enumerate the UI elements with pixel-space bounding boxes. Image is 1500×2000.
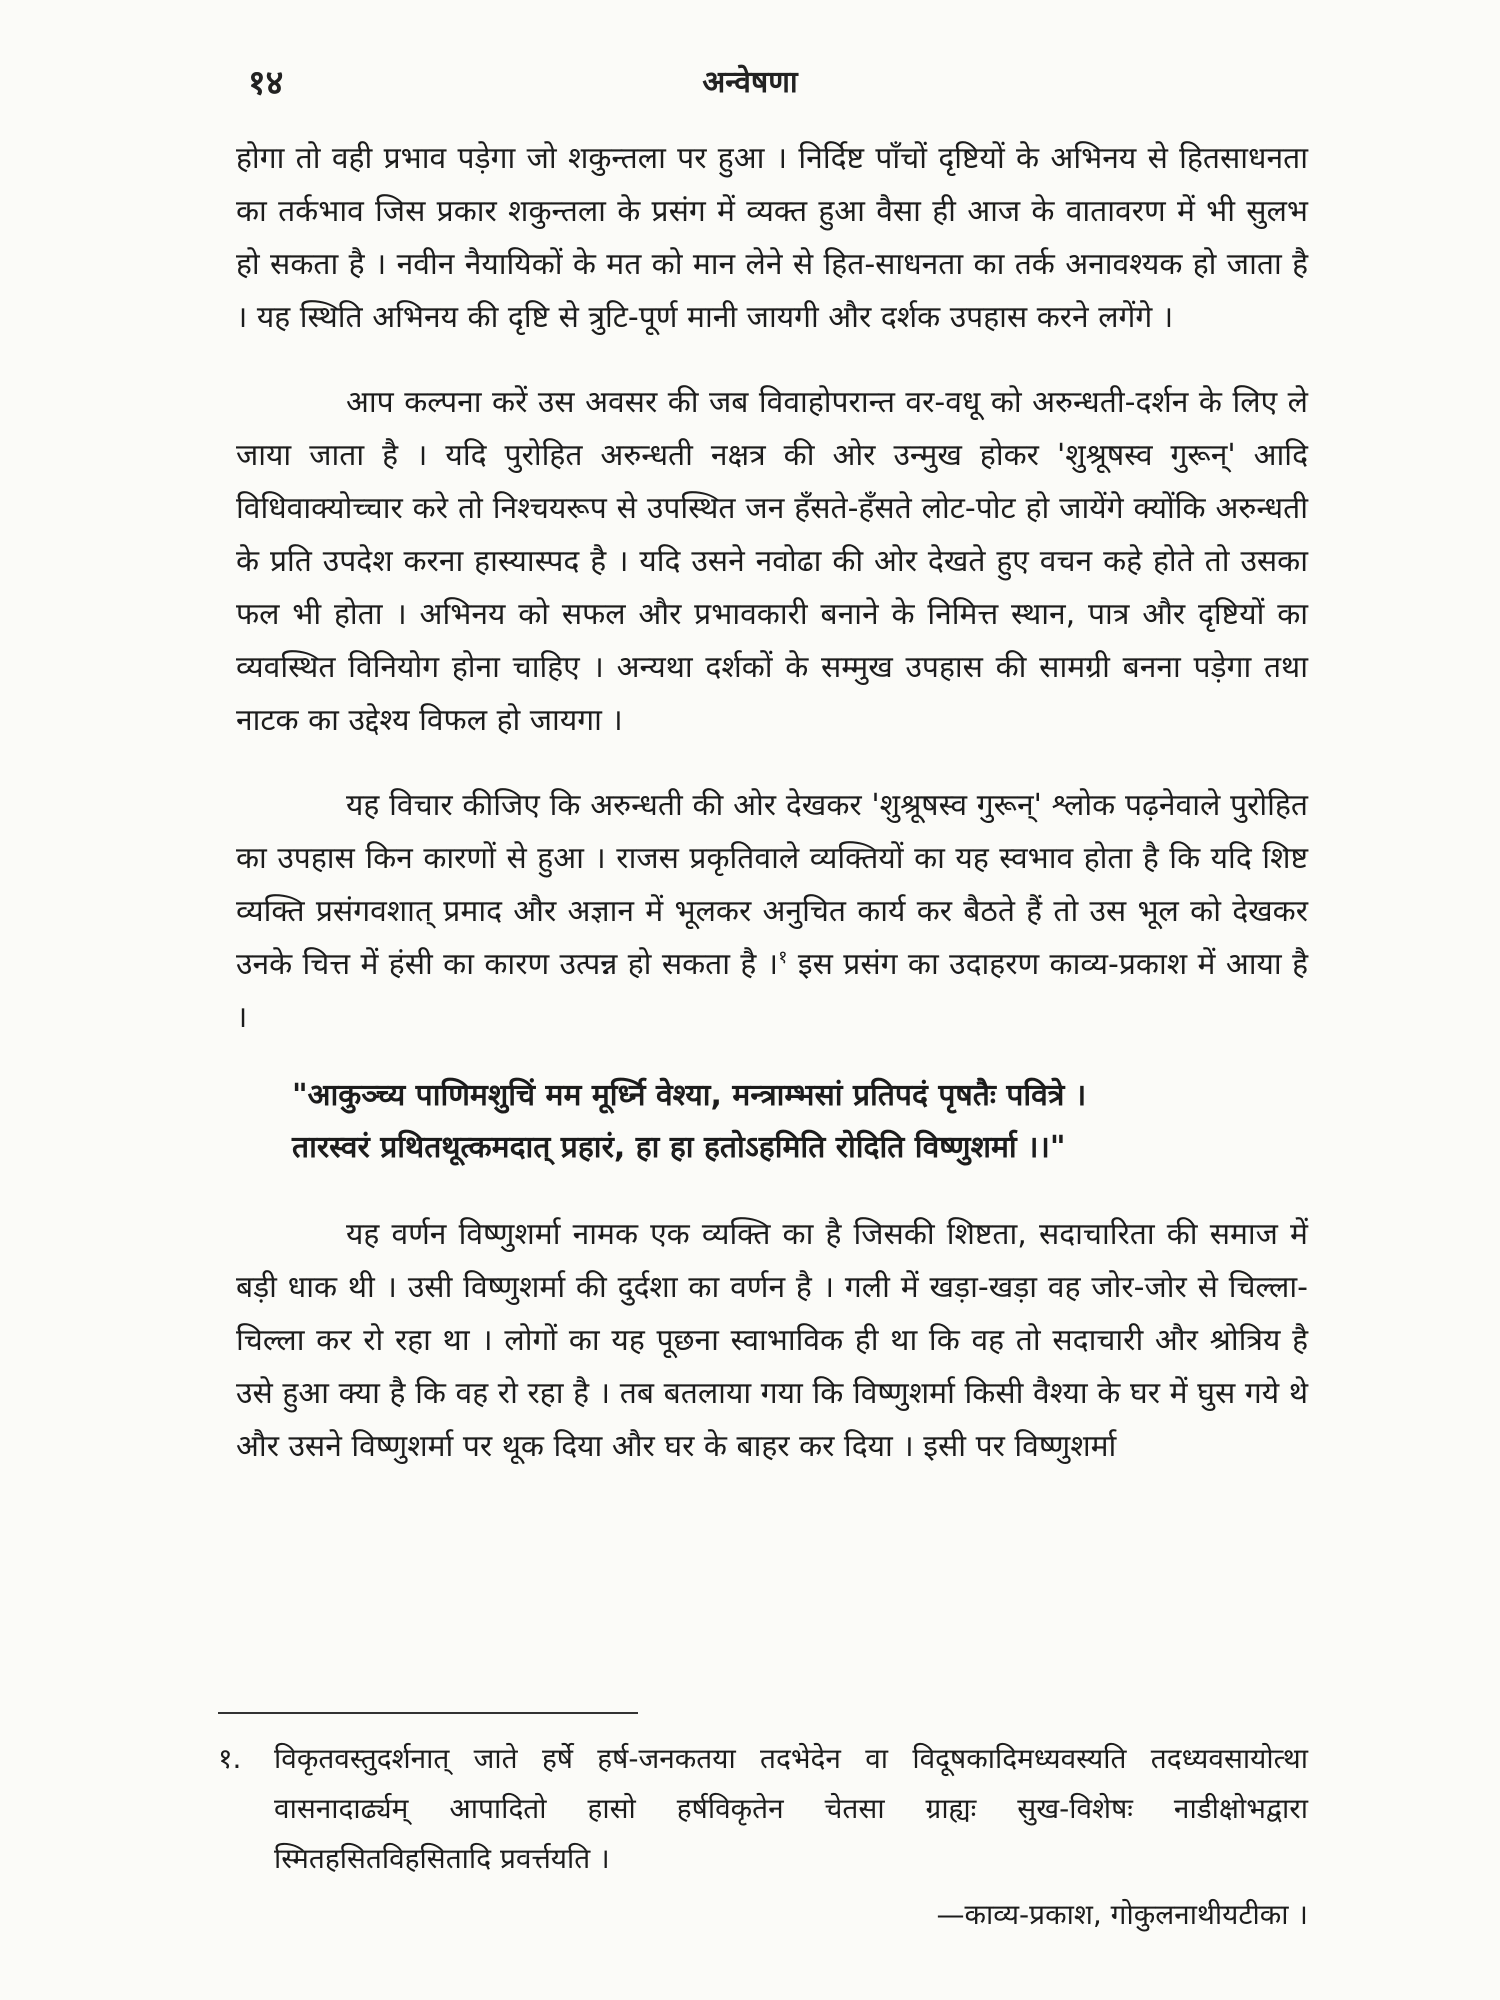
page-body	[236, 132, 1308, 1505]
footnote-reference: १	[778, 947, 788, 968]
verse-line-2: तारस्वरं प्रथितथूत्कमदात् प्रहारं, हा हा हतोऽहमिति रोदिति विष्णुशर्मा ।।"	[292, 1130, 1066, 1165]
page-header	[0, 58, 1500, 118]
paragraph-2: आप कल्पना करें उस अवसर की जब विवाहोपरान्त वर-वधू को अरुन्धती-दर्शन के लिए ले जाया जाता है । यदि पुरोहित अरुन्धती नक्षत्र की ओर उन्मुख होकर 'शुश्रूषस्व गुरून्' आदि विधिवाक्योच्चार करे तो निश्चयरूप से उपस्थित जन हँसते-हँसते लोट-पोट हो जायेंगे क्योंकि अरुन्धती के प्रति उपदेश करना हास्यास्पद है । यदि उसने नवोढा की ओर देखते हुए वचन कहे होते तो उसका फल भी होता । अभिनय को सफल और प्रभावकारी बनाने के निमित्त स्थान, पात्र और दृष्टियों का व्यवस्थित विनियोग होना चाहिए । अन्यथा दर्शकों के सम्मुख उपहास की सामग्री बनना पड़ेगा तथा नाटक का उद्देश्य विफल हो जायगा ।	[236, 385, 1308, 738]
footnote-marker: १.	[218, 1742, 242, 1775]
footnote-source: —काव्य-प्रकाश, गोकुलनाथीयटीका ।	[936, 1898, 1308, 1931]
paragraph-4: यह वर्णन विष्णुशर्मा नामक एक व्यक्ति का है जिसकी शिष्टता, सदाचारिता की समाज में बड़ी धाक थी । उसी विष्णुशर्मा की दुर्दशा का वर्णन है । गली में खड़ा-खड़ा वह जोर-जोर से चिल्ला-चिल्ला कर रो रहा था । लोगों का यह पूछना स्वाभाविक ही था कि वह तो सदाचारी और श्रोत्रिय है उसे हुआ क्या है कि वह रो रहा है । तब बतलाया गया कि विष्णुशर्मा किसी वैश्या के घर में घुस गये थे और उसने विष्णुशर्मा पर थूक दिया और घर के बाहर कर दिया । इसी पर विष्णुशर्मा	[236, 1217, 1308, 1464]
running-title: अन्वेषणा	[702, 65, 798, 100]
verse-line-1: "आकुञ्च्य पाणिमशुचिं मम मूर्ध्नि वेश्या, मन्त्राम्भसां प्रतिपदं पृषतैः पवित्रे ।	[292, 1078, 1087, 1113]
paragraph-1: होगा तो वही प्रभाव पड़ेगा जो शकुन्तला पर हुआ । निर्दिष्ट पाँचों दृष्टियों के अभिनय से हितसाधनता का तर्कभाव जिस प्रकार शकुन्तला के प्रसंग में व्यक्त हुआ वैसा ही आज के वातावरण में भी सुलभ हो सकता है । नवीन नैयायिकों के मत को मान लेने से हित-साधनता का तर्क अनावश्यक हो जाता है । यह स्थिति अभिनय की दृष्टि से त्रुटि-पूर्ण मानी जायगी और दर्शक उपहास करने लगेंगे ।	[236, 141, 1308, 335]
paragraph-3-text: यह विचार कीजिए कि अरुन्धती की ओर देखकर 'शुश्रूषस्व गुरून्' श्लोक पढ़नेवाले पुरोहित का उपहास किन कारणों से हुआ । राजस प्रकृतिवाले व्यक्तियों का यह स्वभाव होता है कि यदि शिष्ट व्यक्ति प्रसंगवशात् प्रमाद और अज्ञान में भूलकर अनुचित कार्य कर बैठते हैं तो उस भूल को देखकर उनके चित्त में हंसी का कारण उत्पन्न हो सकता है ।	[236, 788, 1308, 982]
footnote	[218, 1734, 1308, 1940]
page-number: १४	[248, 63, 284, 103]
footnote-text: विकृतवस्तुदर्शनात् जाते हर्षे हर्ष-जनकतया तदभेदेन वा विदूषकादिमध्यवस्यति तदध्यवसायोत्था वासनादार्ढ्यम् आपादितो हासो हर्षविकृतेन चेतसा ग्राह्यः सुख-विशेषः नाडीक्षोभद्वारा स्मितहसितविहसितादि प्रवर्त्तयति ।	[274, 1742, 1308, 1875]
paragraph-3	[236, 779, 1308, 1044]
footnote-divider	[218, 1712, 638, 1714]
sanskrit-verse	[292, 1070, 1308, 1174]
paragraph-3-text-end: इस प्रसंग का उदाहरण काव्य-प्रकाश में आया है ।	[236, 947, 1309, 1035]
